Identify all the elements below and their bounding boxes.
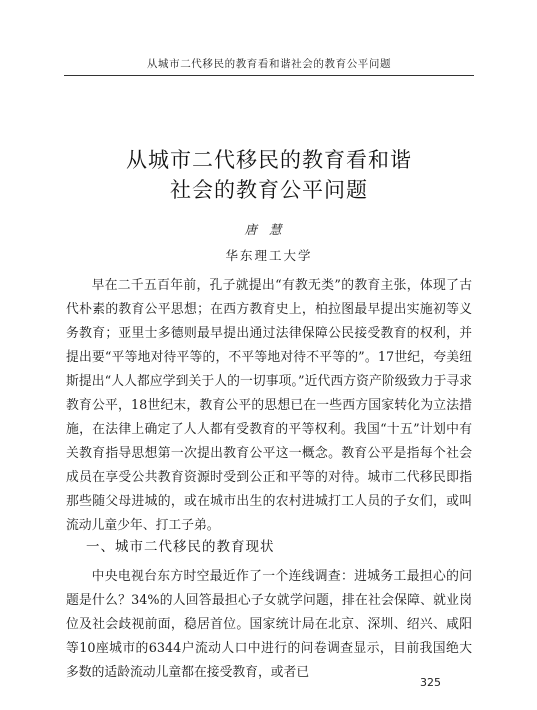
header-rule [64, 75, 474, 76]
author-name: 唐慧 [244, 222, 294, 237]
paragraph-intro: 早在二千五百年前，孔子就提出“有教无类”的教育主张，体现了古代朴素的教育公平思想；在西方教育史上，柏拉图最早提出实施初等义务教育；亚里士多德则最早提出通过法律保障公民接受教育的权利，并提出要“平等地对待平等的，不平等地对待不平等的”。17世纪，夸美纽斯提出“人人都应学到关于人的一切事项。”近代西方资产阶级致力于寻求教育公平，18世纪末，教育公平的思想已在一些西方国家转化为立法措施，在法律上确定了人人都有受教育的平等权利。我国“十五”计划中有关教育指导思想第一次提出教育公平这一概念。教育公平是指每个社会成员在享受公共教育资源时受到公正和平等的对待。城市二代移民即指那些随父母进城的，或在城市出生的农村进城打工人员的子女们，或叫流动儿童少年、打工子弟。 [66, 278, 472, 533]
title-line-2: 社会的教育公平问题 [170, 178, 368, 202]
paragraph-section-1: 中央电视台东方时空最近作了一个连线调查：进城务工最担心的问题是什么？34%的人回答最担心子女就学问题，排在社会保障、就业岗位及社会歧视前面，稳居首位。国家统计局在北京、深圳、绍兴、咸阳等10座城市的6344户流动人口中进行的问卷调查显示，目前我国绝大多数的适龄流动儿童都在接受教育，或者已 [66, 569, 472, 680]
author-affiliation: 华东理工大学 [225, 248, 313, 263]
title-line-1: 从城市二代移民的教育看和谐 [126, 148, 412, 172]
running-header: 从城市二代移民的教育看和谐社会的教育公平问题 [146, 58, 392, 70]
page-number: 325 [420, 676, 441, 689]
article-title [64, 145, 474, 205]
section-heading: 一、城市二代移民的教育现状 [86, 539, 275, 555]
